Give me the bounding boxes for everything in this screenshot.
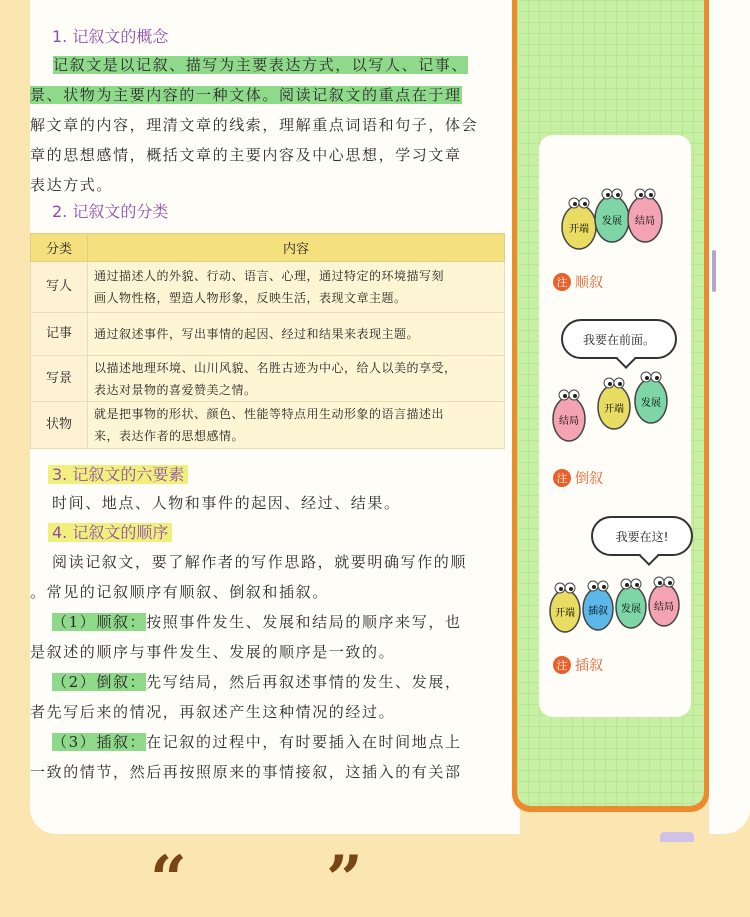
char-label: 发展 — [641, 398, 661, 409]
right-page-edge — [709, 0, 750, 834]
table-cell-content — [88, 356, 505, 402]
page-tab-marker — [712, 250, 716, 292]
daoxu-characters — [547, 367, 677, 447]
tag-shunxu — [553, 272, 603, 292]
heading-concept: 1. 记叙文的概念 — [52, 27, 169, 46]
content-line: 以描述地理环境、山川风貌、名胜古迹为中心，给人以美的享受， — [94, 360, 457, 375]
table-header-content: 内容 — [88, 234, 505, 262]
table-row — [31, 262, 505, 313]
order-paragraph — [30, 547, 467, 787]
order-line: （2）倒叙：先写结局，然后再叙述事情的发生、发展， — [52, 673, 462, 691]
tag-chaxu — [553, 655, 603, 675]
concept-line — [30, 80, 478, 110]
table-cell-type: 写人 — [31, 262, 88, 313]
sidebar-card — [539, 135, 691, 717]
order-line: （3）插叙：在记叙的过程中，有时要插入在时间地点上 — [52, 733, 462, 751]
quote-close-icon: ” — [326, 842, 363, 917]
table-row — [31, 313, 505, 356]
note-badge-icon: 注 — [553, 273, 571, 291]
table-cell-content — [88, 402, 505, 449]
tag-label: 顺叙 — [575, 275, 603, 291]
heading-six-elements-text: 3. 记叙文的六要素 — [48, 465, 188, 484]
char-label: 插叙 — [588, 606, 608, 617]
concept-line: 表达方式。 — [30, 176, 114, 194]
classification-table — [30, 233, 505, 449]
note-badge-icon: 注 — [553, 469, 571, 487]
content-line: 表达对景物的喜爱赞美之情。 — [94, 382, 257, 397]
table-cell-type: 状物 — [31, 402, 88, 449]
concept-highlight: 景、状物为主要内容的一种文体。阅读记叙文的重点在于理 — [30, 86, 462, 104]
order-term-highlight: （1）顺叙： — [52, 613, 147, 631]
speech-bubble: 我要在前面。 — [561, 319, 677, 359]
quote-open-icon: “ — [150, 842, 187, 917]
heading-order-text: 4. 记叙文的顺序 — [48, 523, 172, 542]
concept-line: 解文章的内容，理清文章的线索，理解重点词语和句子，体会 — [30, 116, 479, 134]
concept-highlight: 记叙文是以记叙、描写为主要表达方式，以写人、记事、 — [53, 56, 469, 74]
six-elements-text: 时间、地点、人物和事件的起因、经过、结果。 — [52, 494, 401, 512]
table-header-row — [31, 234, 505, 262]
tag-label: 倒叙 — [575, 471, 603, 487]
order-line: 是叙述的顺序与事件发生、发展的顺序是一致的。 — [30, 643, 396, 661]
sidebar-grid — [517, 0, 704, 806]
sidebar-frame — [512, 0, 709, 812]
page-number-tab — [660, 832, 694, 842]
heading-order — [48, 523, 172, 543]
char-label: 发展 — [602, 216, 622, 227]
order-term-highlight: （3）插叙： — [52, 733, 147, 751]
table-cell-type: 记事 — [31, 313, 88, 356]
note-badge-icon: 注 — [553, 656, 571, 674]
char-label: 开端 — [569, 224, 589, 235]
table-row — [31, 356, 505, 402]
order-line: 者先写后来的情况，再叙述产生这种情况的经过。 — [30, 703, 396, 721]
heading-six-elements — [48, 465, 188, 485]
content-line: 通过叙述事件，写出事情的起因、经过和结果来表现主题。 — [94, 327, 420, 341]
heading-classification: 2. 记叙文的分类 — [52, 202, 169, 221]
chaxu-characters — [543, 563, 689, 643]
shunxu-characters — [549, 175, 679, 255]
table-cell-content — [88, 313, 505, 356]
char-label: 开端 — [555, 608, 575, 619]
order-term-highlight: （2）倒叙： — [52, 673, 147, 691]
char-label: 发展 — [621, 604, 641, 615]
order-line: 一致的情节，然后再按照原来的事情接叙，这插入的有关部 — [30, 763, 462, 781]
order-line: （1）顺叙：按照事件发生、发展和结局的顺序来写，也 — [52, 613, 462, 631]
char-label: 结局 — [654, 602, 674, 613]
table-header-type: 分类 — [31, 234, 88, 262]
content-line: 来，表达作者的思想感情。 — [94, 429, 245, 443]
tag-daoxu — [553, 468, 603, 488]
main-page — [30, 0, 520, 834]
char-label: 结局 — [559, 416, 579, 427]
order-line: 阅读记叙文，要了解作者的写作思路，就要明确写作的顺 — [52, 553, 468, 571]
speech-bubble: 我要在这! — [591, 516, 693, 556]
content-line: 就是把事物的形状、颜色、性能等特点用生动形象的语言描述出 — [94, 407, 445, 421]
table-cell-content — [88, 262, 505, 313]
content-line: 通过描述人的外貌、行动、语言、心理，通过特定的环境描写刻 — [94, 269, 445, 283]
concept-line — [30, 50, 478, 80]
concept-line: 章的思想感情，概括文章的主要内容及中心思想，学习文章 — [30, 146, 462, 164]
table-row — [31, 402, 505, 449]
table-cell-type: 写景 — [31, 356, 88, 402]
content-line: 画人物性格，塑造人物形象，反映生活，表现文章主题。 — [94, 291, 407, 305]
char-label: 结局 — [635, 216, 655, 227]
concept-paragraph — [30, 50, 478, 200]
order-line: 。常见的记叙顺序有顺叙、倒叙和插叙。 — [30, 583, 329, 601]
tag-label: 插叙 — [575, 658, 603, 674]
char-label: 开端 — [604, 404, 624, 415]
